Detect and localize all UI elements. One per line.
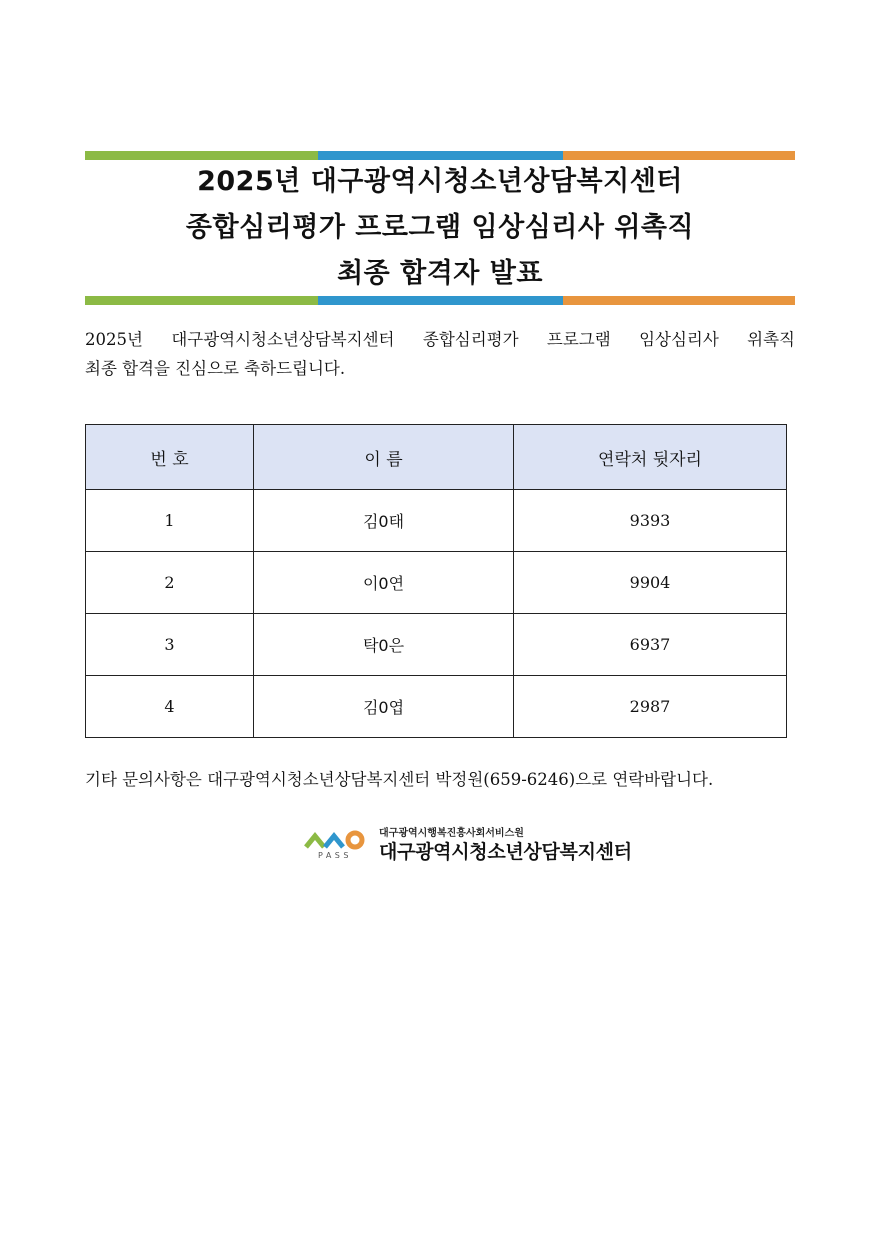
- bar-segment-orange: [563, 151, 795, 160]
- header-phone-suffix: 연락처 뒷자리: [514, 425, 787, 490]
- table-row: [86, 676, 787, 738]
- table-row: [86, 490, 787, 552]
- cell-name: 탁0은: [254, 614, 514, 676]
- cell-name: 김0태: [254, 490, 514, 552]
- bar-segment-blue: [318, 296, 563, 305]
- cell-phone-suffix: 2987: [514, 676, 787, 738]
- cell-name: 이0연: [254, 552, 514, 614]
- bottom-color-bar: [85, 296, 795, 305]
- organization-logo: [303, 824, 632, 864]
- intro-line-1: 2025년 대구광역시청소년상담복지센터 종합심리평가 프로그램 임상심리사 위촉직: [85, 330, 795, 349]
- cell-phone-suffix: 9904: [514, 552, 787, 614]
- title-line-1: 2025년 대구광역시청소년상담복지센터: [197, 166, 683, 197]
- contact-note: 기타 문의사항은 대구광역시청소년상담복지센터 박정원(659-6246)으로 연락바랍니다.: [85, 770, 714, 789]
- intro-line-2: 최종 합격을 진심으로 축하드립니다.: [85, 359, 346, 378]
- cell-phone-suffix: 6937: [514, 614, 787, 676]
- table-row: [86, 552, 787, 614]
- cell-name: 김0엽: [254, 676, 514, 738]
- cell-number: 3: [86, 614, 254, 676]
- logo-parent-org: 대구광역시행복진흥사회서비스원: [379, 828, 524, 839]
- cell-number: 2: [86, 552, 254, 614]
- logo-mark-text: PASS: [318, 851, 352, 860]
- cell-number: 1: [86, 490, 254, 552]
- title-line-2: 종합심리평가 프로그램 임상심리사 위촉직: [185, 212, 695, 243]
- bar-segment-green: [85, 151, 318, 160]
- top-color-bar: [85, 151, 795, 160]
- cell-number: 4: [86, 676, 254, 738]
- table-row: [86, 614, 787, 676]
- bar-segment-orange: [563, 296, 795, 305]
- bar-segment-green: [85, 296, 318, 305]
- header-number: 번 호: [86, 425, 254, 490]
- header-name: 이 름: [254, 425, 514, 490]
- bar-segment-blue: [318, 151, 563, 160]
- logo-org-name: 대구광역시청소년상담복지센터: [379, 841, 632, 863]
- pass-logo-icon: [303, 828, 367, 852]
- cell-phone-suffix: 9393: [514, 490, 787, 552]
- results-table: [85, 424, 787, 738]
- table-header-row: [86, 425, 787, 490]
- title-line-3: 최종 합격자 발표: [337, 258, 543, 289]
